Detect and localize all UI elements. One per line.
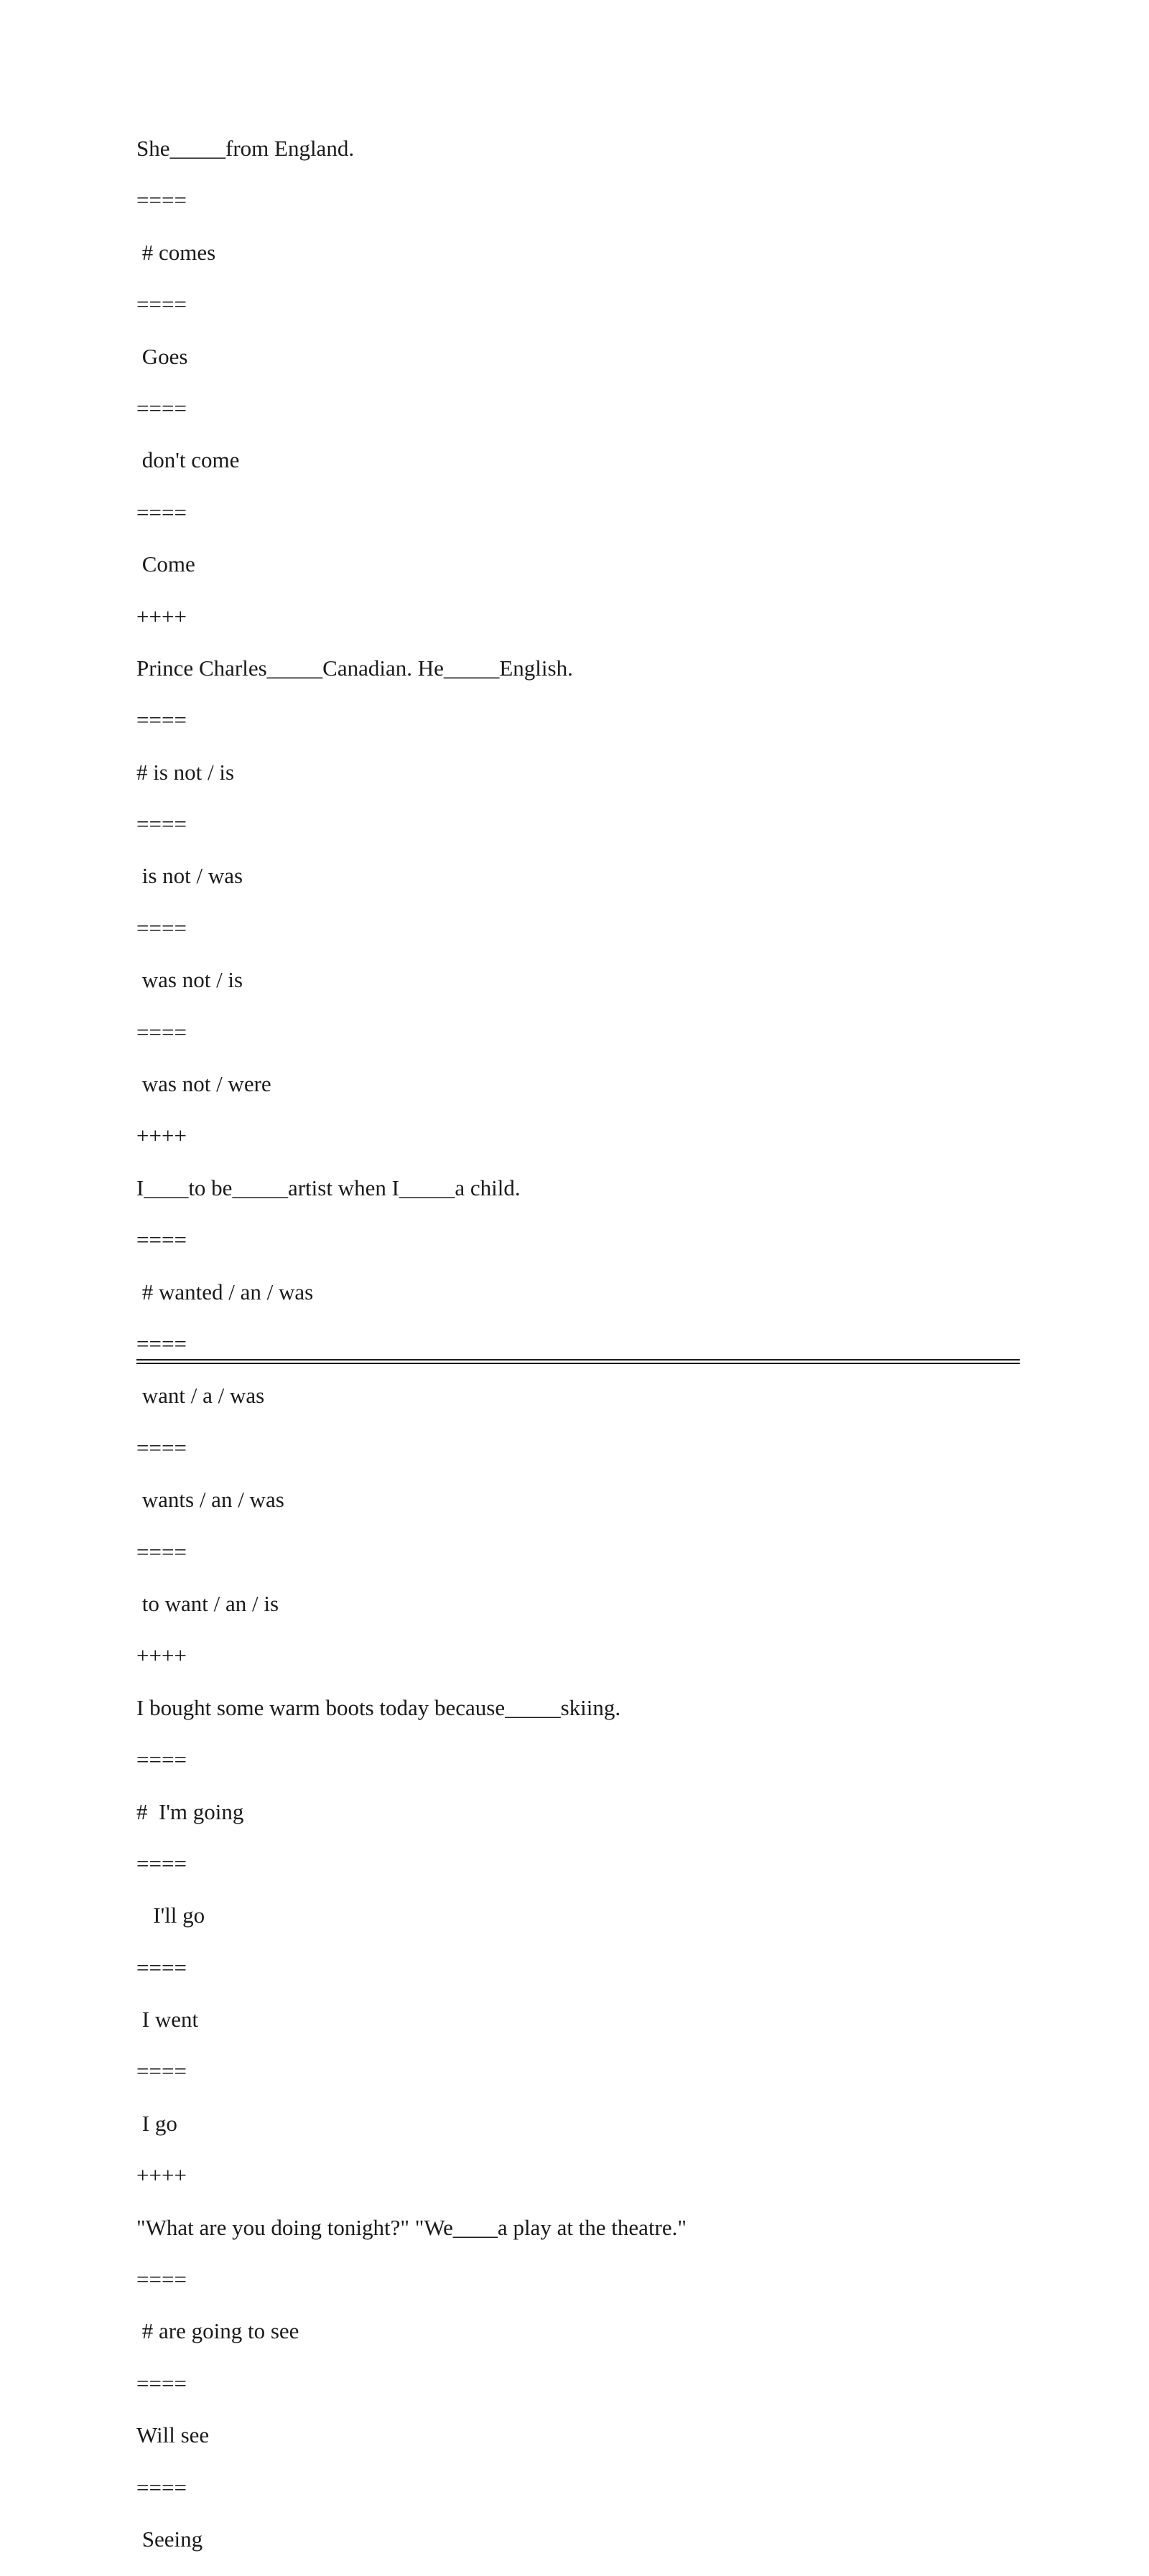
double-rule-bottom-line: [136, 1363, 1020, 1364]
question-text: I____to be_____artist when I_____a child.: [136, 1175, 521, 1200]
option-separator: ====: [136, 2058, 187, 2084]
option-separator: ====: [136, 2474, 187, 2500]
option-separator: ====: [136, 1434, 187, 1460]
question-separator: ++++: [136, 2162, 187, 2188]
question-text: Prince Charles_____Canadian. He_____English.: [136, 655, 573, 681]
option-separator: ====: [136, 2267, 187, 2292]
question-text: She_____from England.: [136, 136, 355, 161]
answer-option: # are going to see: [136, 2318, 299, 2344]
answer-option: # comes: [136, 239, 216, 265]
quiz-text-body: [136, 134, 1020, 2576]
answer-option: to want / an / is: [136, 1590, 279, 1616]
option-separator: ====: [136, 707, 187, 733]
answer-option: Goes: [136, 343, 188, 369]
question-separator: ++++: [136, 1643, 187, 1669]
option-separator: ====: [136, 1850, 187, 1876]
answer-option: # I'm going: [136, 1798, 244, 1824]
option-separator: ====: [136, 1019, 187, 1045]
option-separator: ====: [136, 1330, 187, 1356]
question-text: "What are you doing tonight?" "We____a play at the theatre.": [136, 2214, 687, 2240]
answer-option: don't come: [136, 447, 240, 473]
question-separator: ++++: [136, 603, 187, 629]
option-separator: ====: [136, 187, 187, 213]
option-separator: ====: [136, 811, 187, 837]
option-separator: ====: [136, 395, 187, 421]
option-separator: ====: [136, 915, 187, 941]
option-separator: ====: [136, 1747, 187, 1773]
answer-option: # is not / is: [136, 759, 235, 785]
answer-option: I'll go: [136, 1903, 205, 1928]
answer-option: want / a / was: [136, 1383, 265, 1409]
option-separator: ====: [136, 291, 187, 317]
option-separator: ====: [136, 1954, 187, 1980]
option-separator: ====: [136, 1227, 187, 1253]
option-separator: ====: [136, 499, 187, 525]
double-rule-top-line: [136, 1359, 1020, 1361]
option-separator: ====: [136, 1539, 187, 1564]
answer-option: I go: [136, 2110, 177, 2136]
answer-option: I went: [136, 2007, 199, 2033]
question-separator: ++++: [136, 1123, 187, 1149]
answer-option: wants / an / was: [136, 1487, 284, 1513]
option-separator: ====: [136, 2370, 187, 2396]
answer-option: Will see: [136, 2422, 210, 2448]
answer-option: Seeing: [136, 2526, 203, 2552]
answer-option: Come: [136, 551, 195, 577]
answer-option: # wanted / an / was: [136, 1279, 314, 1305]
question-text: I bought some warm boots today because_____skiing.: [136, 1694, 621, 1720]
answer-option: was not / is: [136, 967, 243, 993]
answer-option: is not / was: [136, 863, 243, 889]
answer-option: was not / were: [136, 1071, 271, 1097]
